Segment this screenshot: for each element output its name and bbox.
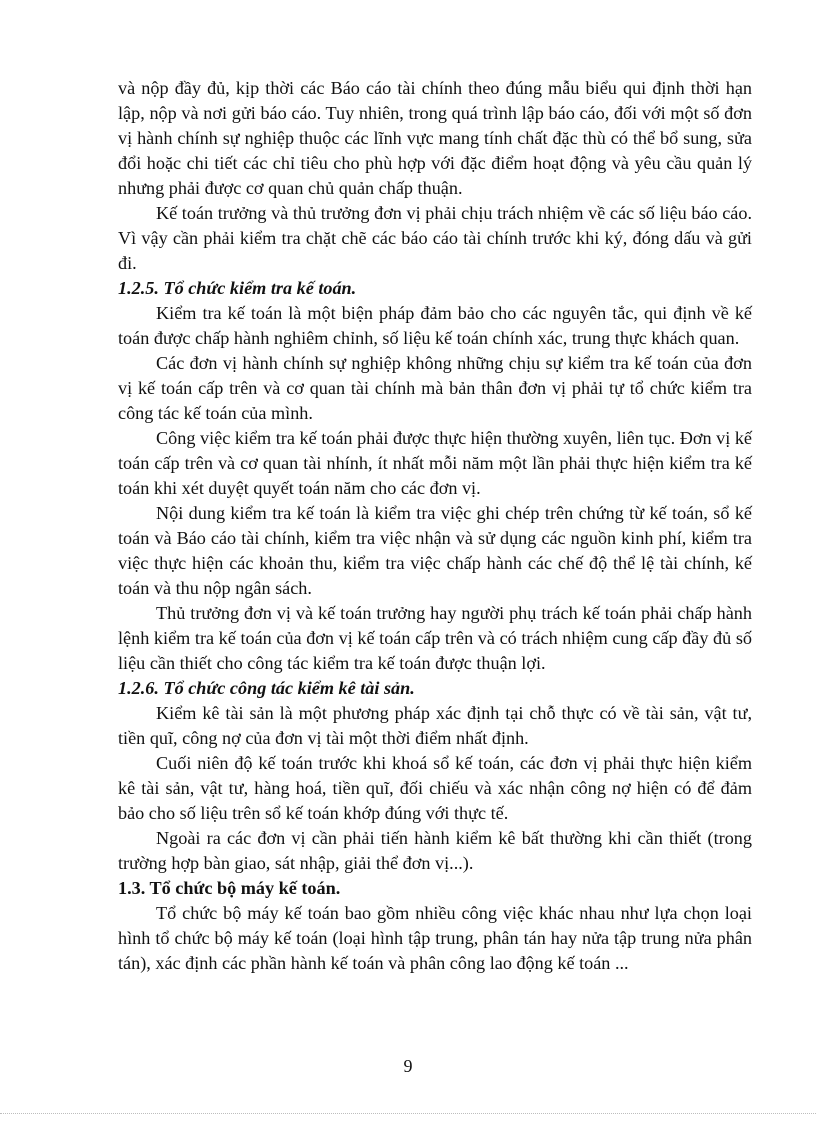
section-heading-1-2-6: 1.2.6. Tổ chức công tác kiểm kê tài sản.	[118, 678, 415, 698]
paragraph: Công việc kiểm tra kế toán phải được thực hiện thường xuyên, liên tục. Đơn vị kế toán cấp trên và cơ quan tài nhính, ít nhất mỗi năm một lần phải thực hiện kiểm tra kế toán khi xét duyệt quyết toán năm cho các đơn vị.	[118, 428, 752, 498]
paragraph: Các đơn vị hành chính sự nghiệp không những chịu sự kiểm tra kế toán của đơn vị kế toán cấp trên và cơ quan tài chính mà bản thân đơn vị phải tự tổ chức kiểm tra công tác kế toán của mình.	[118, 353, 752, 423]
paragraph-continuation: và nộp đầy đủ, kịp thời các Báo cáo tài chính theo đúng mẫu biểu qui định thời hạn lập, nộp và nơi gửi báo cáo. Tuy nhiên, trong quá trình lập báo cáo, đối với một số đơn vị hành chính sự nghiệp thuộc các lĩnh vực mang tính chất đặc thù có thể bổ sung, sửa đổi hoặc chi tiết các chỉ tiêu cho phù hợp với đặc điểm hoạt động và yêu cầu quản lý nhưng phải được cơ quan chủ quản chấp thuận.	[118, 78, 752, 198]
paragraph: Tổ chức bộ máy kế toán bao gồm nhiều công việc khác nhau như lựa chọn loại hình tổ chức bộ máy kế toán (loại hình tập trung, phân tán hay nửa tập trung nửa phân tán), xác định các phần hành kế toán và phân công lao động kế toán ...	[118, 903, 752, 973]
paragraph: Kế toán trưởng và thủ trưởng đơn vị phải chịu trách nhiệm về các số liệu báo cáo. Vì vậy cần phải kiểm tra chặt chẽ các báo cáo tài chính trước khi ký, đóng dấu và gửi đi.	[118, 203, 752, 273]
paragraph: Ngoài ra các đơn vị cần phải tiến hành kiểm kê bất thường khi cần thiết (trong trường hợp bàn giao, sát nhập, giải thể đơn vị...).	[118, 828, 752, 873]
paragraph: Kiểm tra kế toán là một biện pháp đảm bảo cho các nguyên tắc, qui định về kế toán được chấp hành nghiêm chỉnh, số liệu kế toán chính xác, trung thực khách quan.	[118, 303, 752, 348]
page-number: 9	[403, 1056, 413, 1076]
paragraph: Kiểm kê tài sản là một phương pháp xác định tại chỗ thực có về tài sản, vật tư, tiền quĩ, công nợ của đơn vị tài một thời điểm nhất định.	[118, 703, 752, 748]
page-bottom-divider	[0, 1113, 816, 1114]
paragraph: Cuối niên độ kế toán trước khi khoá sổ kế toán, các đơn vị phải thực hiện kiểm kê tài sản, vật tư, hàng hoá, tiền quĩ, đối chiếu và xác nhận công nợ hiện có để đảm bảo cho số liệu trên sổ kế toán khớp đúng với thực tế.	[118, 753, 752, 823]
section-heading-1-3: 1.3. Tổ chức bộ máy kế toán.	[118, 878, 341, 898]
section-heading-1-2-5: 1.2.5. Tổ chức kiểm tra kế toán.	[118, 278, 357, 298]
paragraph: Thủ trưởng đơn vị và kế toán trưởng hay người phụ trách kế toán phải chấp hành lệnh kiểm tra kế toán của đơn vị kế toán cấp trên và có trách nhiệm cung cấp đầy đủ số liệu cần thiết cho công tác kiểm tra kế toán được thuận lợi.	[118, 603, 752, 673]
paragraph: Nội dung kiểm tra kế toán là kiểm tra việc ghi chép trên chứng từ kế toán, sổ kế toán và Báo cáo tài chính, kiểm tra việc nhận và sử dụng các nguồn kinh phí, kiểm tra việc thực hiện các khoản thu, kiểm tra việc chấp hành các chế độ thể lệ tài chính, kế toán và thu nộp ngân sách.	[118, 503, 752, 598]
